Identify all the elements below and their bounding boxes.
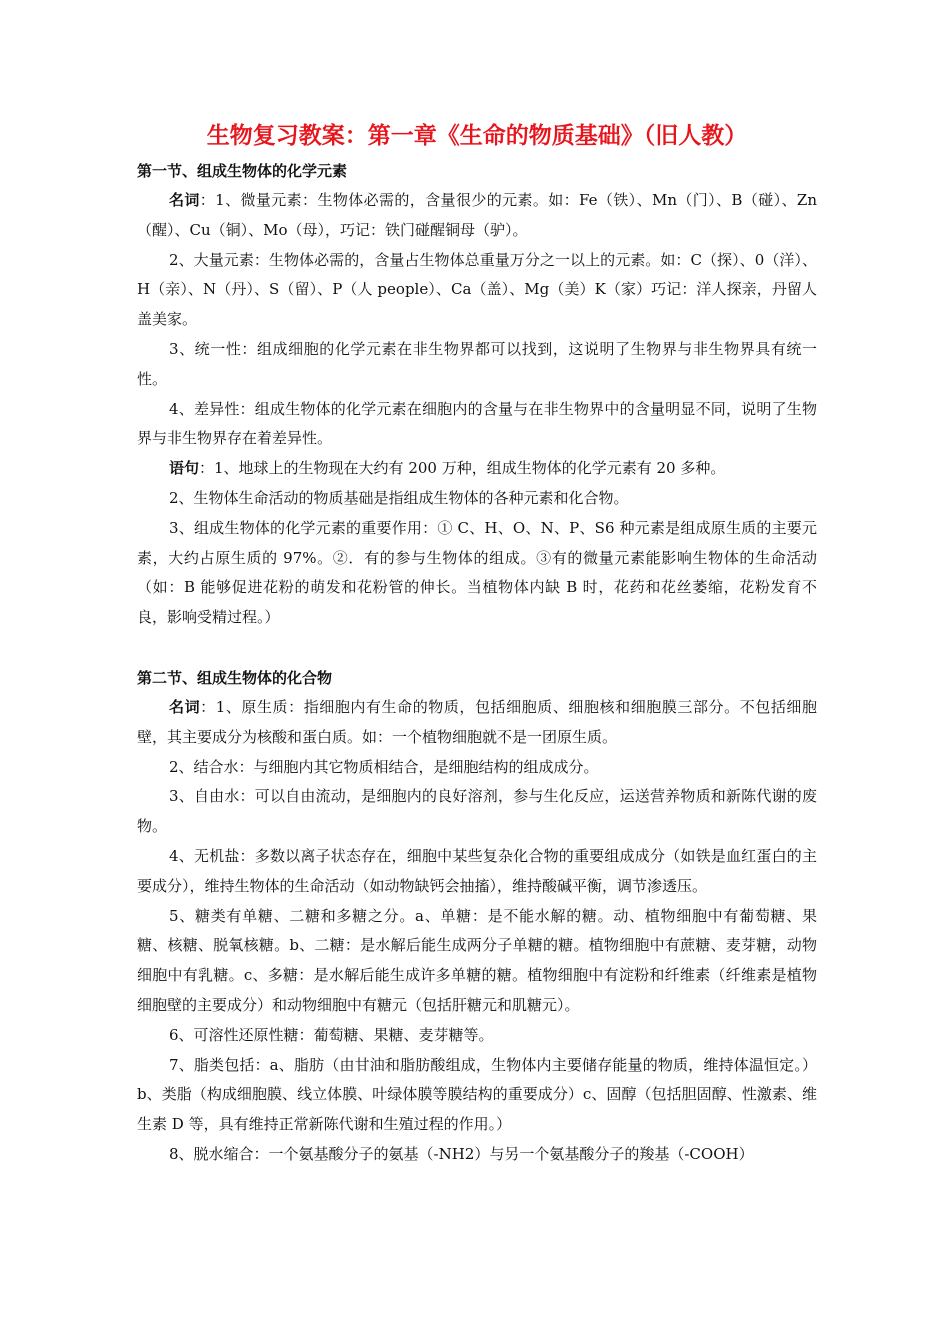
paragraph xyxy=(137,186,817,246)
paragraph: 4、无机盐：多数以离子状态存在，细胞中某些复杂化合物的重要组成成分（如铁是血红蛋白的主要成分），维持生物体的生命活动（如动物缺钙会抽搐），维持酸碱平衡，调节渗透压。 xyxy=(137,846,817,895)
paragraph: 2、结合水：与细胞内其它物质相结合，是细胞结构的组成成分。 xyxy=(169,757,599,776)
term-label: 名词 xyxy=(169,191,200,209)
paragraph: 5、糖类有单糖、二糖和多糖之分。a、单糖：是不能水解的糖。动、植物细胞中有葡萄糖、果糖、核糖、脱氧核糖。b、二糖：是水解后能生成两分子单糖的糖。植物细胞中有蔗糖、麦芽糖，动物细胞中有乳糖。c、多糖：是水解后能生成许多单糖的糖。植物细胞中有淀粉和纤维素（纤维素是植物细胞壁的主要成分）和动物细胞中有糖元（包括肝糖元和肌糖元）。 xyxy=(137,906,817,1014)
document-page xyxy=(137,118,817,1170)
paragraph xyxy=(137,693,817,753)
section-1 xyxy=(137,156,817,633)
paragraph-text: ：1、地球上的生物现在大约有 200 万种，组成生物体的化学元素有 20 多种。 xyxy=(199,459,726,478)
paragraph: 3、组成生物体的化学元素的重要作用：① C、H、O、N、P、S6 种元素是组成原生质的主要元素，大约占原生质的 97%。②．有的参与生物体的组成。③有的微量元素能影响生物体的生命活动（如：B 能够促进花粉的萌发和花粉管的伸长。当植物体内缺 B 时，花药和花丝萎缩，花粉发育不良，影响受精过程。） xyxy=(137,518,817,627)
section-2-heading: 第二节、组成生物体的化合物 xyxy=(137,668,333,687)
paragraph: 2、生物体生命活动的物质基础是指组成生物体的各种元素和化合物。 xyxy=(169,488,629,507)
term-label: 名词 xyxy=(169,697,201,716)
section-spacer xyxy=(137,633,817,663)
paragraph: 2、大量元素：生物体必需的，含量占生物体总重量万分之一以上的元素。如：C（探）、0（洋）、H（亲）、N（丹）、S（留）、P（人 people）、Ca（盖）、Mg（美）K（家）巧记：洋人探亲，丹留人盖美家。 xyxy=(137,250,817,329)
document-title: 生物复习教案：第一章《生命的物质基础》（旧人教） xyxy=(206,123,748,149)
paragraph-text: ：1、微量元素：生物体必需的，含量很少的元素。如：Fe（铁）、Mn（门）、B（碰）、Zn（醒）、Cu（铜）、Mo（母），巧记：铁门碰醒铜母（驴）。 xyxy=(137,191,817,239)
paragraph: 8、脱水缩合：一个氨基酸分子的氨基（-NH2）与另一个氨基酸分子的羧基（-COOH） xyxy=(169,1144,754,1163)
paragraph xyxy=(137,454,817,484)
section-1-heading: 第一节、组成生物体的化学元素 xyxy=(137,162,348,180)
paragraph-text: ：1、原生质：指细胞内有生命的物质，包括细胞质、细胞核和细胞膜三部分。不包括细胞壁，其主要成分为核酸和蛋白质。如：一个植物细胞就不是一团原生质。 xyxy=(137,697,817,746)
paragraph: 7、脂类包括：a、脂肪（由甘油和脂肪酸组成，生物体内主要储存能量的物质，维持体温恒定。）b、类脂（构成细胞膜、线立体膜、叶绿体膜等膜结构的重要成分）c、固醇（包括胆固醇、性激素、维生素 D 等，具有维持正常新陈代谢和生殖过程的作用。） xyxy=(137,1055,817,1134)
section-2 xyxy=(137,663,817,1170)
paragraph: 3、自由水：可以自由流动，是细胞内的良好溶剂，参与生化反应，运送营养物质和新陈代谢的废物。 xyxy=(137,787,817,836)
statement-label: 语句 xyxy=(169,459,200,478)
paragraph: 4、差异性：组成生物体的化学元素在细胞内的含量与在非生物界中的含量明显不同，说明了生物界与非生物界存在着差异性。 xyxy=(137,399,817,448)
paragraph: 6、可溶性还原性糖：葡萄糖、果糖、麦芽糖等。 xyxy=(169,1025,494,1044)
paragraph: 3、统一性：组成细胞的化学元素在非生物界都可以找到，这说明了生物界与非生物界具有统一性。 xyxy=(137,339,817,388)
